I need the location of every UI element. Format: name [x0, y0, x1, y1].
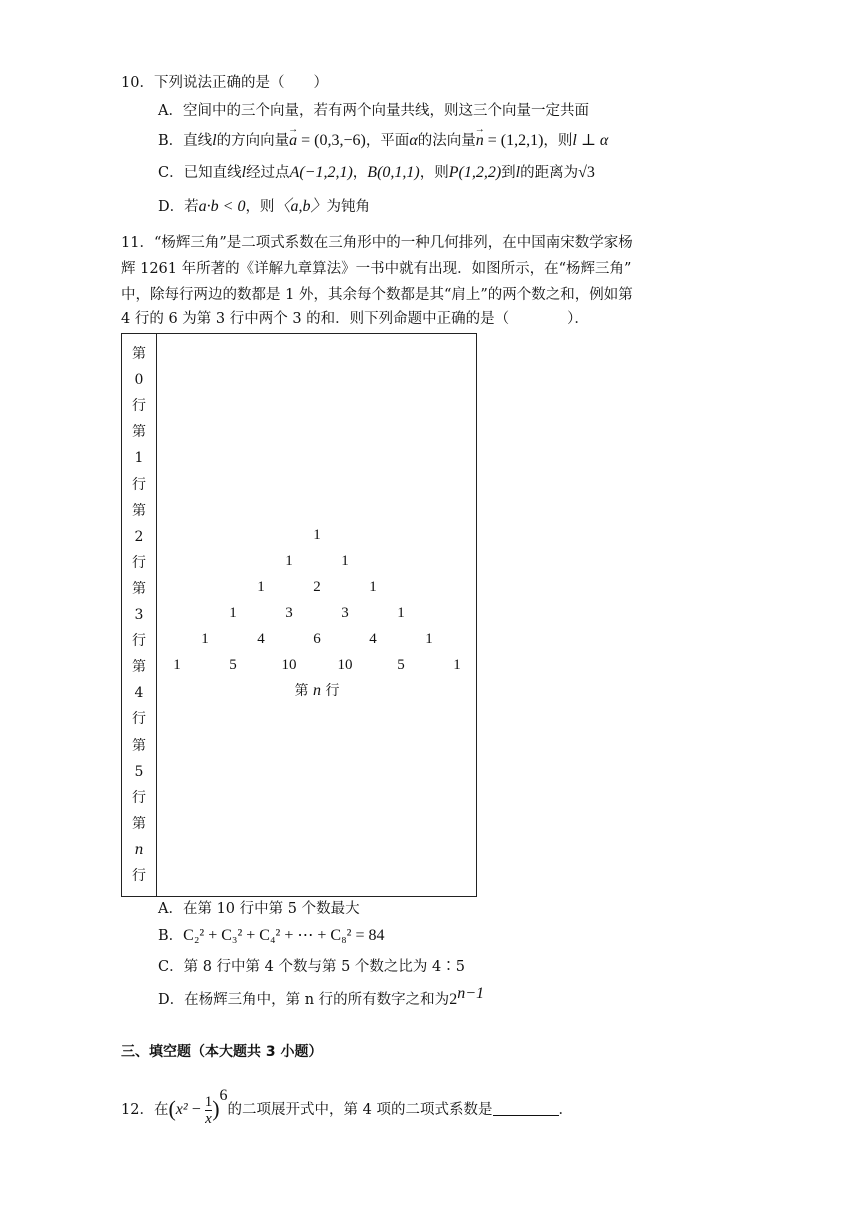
- q10-option-a: A．空间中的三个向量，若有两个向量共线，则这三个向量一定共面: [158, 103, 589, 119]
- side-label-char: 行: [132, 476, 146, 493]
- triangle-number: 1: [173, 657, 181, 673]
- triangle-number: 3: [341, 605, 349, 621]
- side-label-char: n: [134, 841, 144, 858]
- q10-option-d: D．若a·b < 0，则〈a,b〉为钝角: [158, 198, 370, 215]
- triangle-number: 6: [313, 631, 321, 647]
- triangle-number: 1: [201, 631, 209, 647]
- side-label-char: 第: [132, 580, 146, 597]
- q11-stem-line-4: 4 行的 6 为第 3 行中两个 3 的和．则下列命题中正确的是（ ）．: [121, 311, 589, 327]
- row-label-column: [122, 334, 157, 896]
- triangle-number: 5: [397, 657, 405, 673]
- side-label-char: 1: [134, 450, 144, 467]
- triangle-number: 1: [425, 631, 433, 647]
- row-n-label: 第 n 行: [294, 682, 340, 699]
- side-label-char: 第: [132, 737, 146, 754]
- triangle-number: 1: [341, 553, 349, 569]
- triangle-number: 5: [229, 657, 237, 673]
- triangle-number: 10: [337, 657, 353, 673]
- q11-option-b: B．C₂² + C₃² + C₄² + ⋯ + C₈² = 84: [158, 927, 385, 944]
- q12: 12．在(x² − $\frac{1}{x}$ )$^6$的二项展开式中，第 4 项的二项式系数是 ．: [121, 1087, 573, 1127]
- vector-n: → n: [476, 131, 484, 151]
- triangle-number: 1: [285, 553, 293, 569]
- triangle-number: 1: [369, 579, 377, 595]
- triangle-number: 4: [257, 631, 265, 647]
- side-label-char: 行: [132, 711, 146, 728]
- q11-option-d: D．在杨辉三角中，第 n 行的所有数字之和为$2^{n-1}$: [158, 985, 484, 1008]
- triangle-number: 2: [313, 579, 321, 595]
- triangle-number: 1: [257, 579, 265, 595]
- triangle-number: 1: [229, 605, 237, 621]
- side-label-char: 2: [134, 528, 144, 545]
- side-label-char: 行: [132, 633, 146, 650]
- side-label-char: 行: [132, 868, 146, 884]
- triangle-number: 1: [313, 527, 321, 543]
- side-label-char: 5: [134, 763, 144, 780]
- side-label-char: 3: [134, 607, 144, 623]
- side-label-char: 第: [132, 502, 146, 519]
- vector-a: → a: [289, 131, 297, 151]
- side-label-char: 行: [132, 789, 146, 806]
- side-label-char: 第: [132, 346, 146, 362]
- q10-option-c: C．已知直线l经过点A(−1,2,1)，B(0,1,1)，则P(1,2,2)到l的距离为√3: [158, 164, 595, 181]
- side-label-char: 第: [132, 815, 146, 832]
- answer-blank[interactable]: [493, 1101, 559, 1116]
- side-label-char: 0: [134, 372, 144, 389]
- side-label-char: 第: [132, 424, 146, 441]
- triangle-number: 3: [285, 605, 293, 621]
- q11-stem-line-3: 中，除每行两边的数都是 1 外，其余每个数都是其“肩上”的两个数之和，例如第: [121, 287, 633, 303]
- q11-stem-line-1: 11．“杨辉三角”是二项式系数在三角形中的一种几何排列，在中国南宋数学家杨: [121, 235, 633, 251]
- side-label-char: 4: [134, 685, 144, 702]
- q10-stem: 10．下列说法正确的是（ ）: [121, 75, 328, 91]
- triangle-number: 4: [369, 631, 377, 647]
- q11-stem-line-2: 辉 1261 年所著的《详解九章算法》一书中就有出现．如图所示，在“杨辉三角”: [121, 261, 632, 277]
- q10-option-b: B．直线l的方向向量→ a = (0,3,−6)，平面α的法向量→ n = (1,2,1)，则l ⊥ α: [158, 131, 608, 151]
- side-label-char: 行: [132, 554, 146, 571]
- triangle-number: 10: [281, 657, 297, 673]
- q11-option-a: A．在第 10 行中第 5 个数最大: [158, 901, 360, 917]
- triangle-number: 1: [453, 657, 461, 673]
- yanghui-triangle-figure: [121, 333, 477, 897]
- section-heading: 三、填空题（本大题共 3 小题）: [121, 1044, 323, 1060]
- side-label-char: 第: [132, 659, 146, 676]
- side-label-char: 行: [132, 398, 146, 415]
- q11-option-c: C．第 8 行中第 4 个数与第 5 个数之比为 4∶5: [158, 959, 465, 975]
- fraction-1-over-x: $\frac{1}{x}$: [204, 1093, 213, 1127]
- triangle-number: 1: [397, 605, 405, 621]
